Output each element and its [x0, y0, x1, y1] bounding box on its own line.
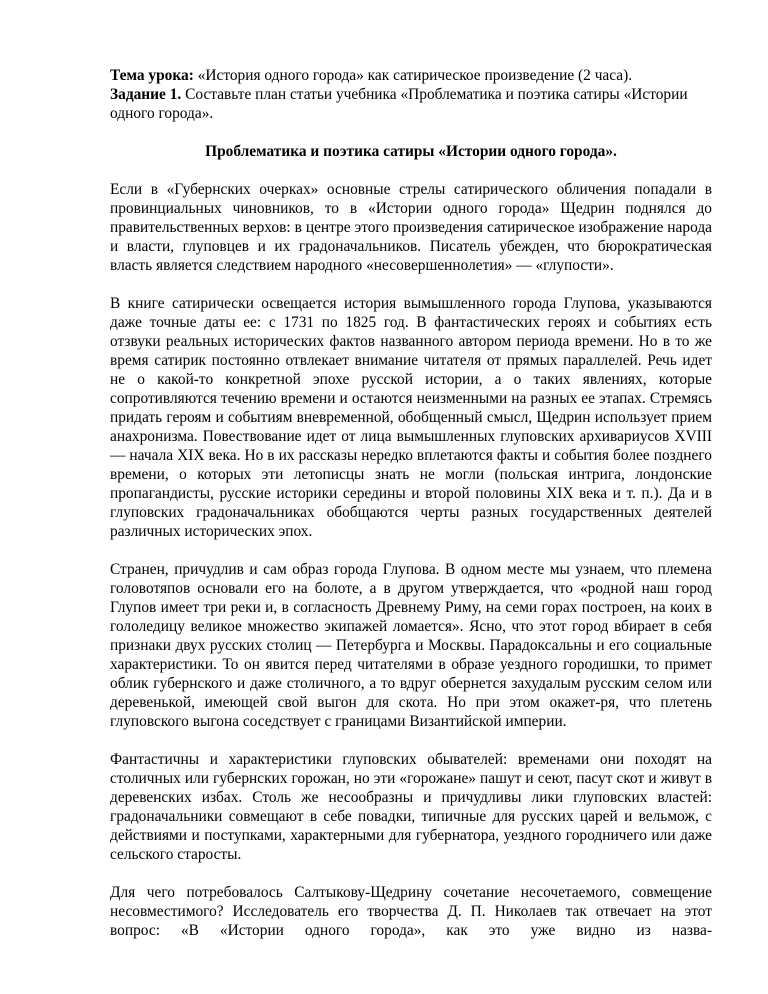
lesson-topic-text: «История одного города» как сатирическое произведение (2 часа). [193, 67, 633, 84]
task-label: Задание 1. [110, 86, 182, 103]
task-line [110, 85, 712, 123]
task-text: Составьте план статьи учебника «Проблематика и поэтика сатиры «Истории одного города». [110, 86, 688, 122]
paragraph-5: Для чего потребовалось Салтыкову-Щедрину сочетание несочетаемого, совмещение несовместимого? Исследователь его творчества Д. П. Николаев так отвечает на этот вопрос: «В «Истории одного города», как это уже видно из назва- [110, 884, 712, 939]
paragraph-1: Если в «Губернских очерках» основные стрелы сатирического обличения попадали в провинциальных чиновников, то в «Истории одного города» Щедрин поднялся до правительственных верхов: в центре этого произведения сатирическое изображение народа и власти, глуповцев и их градоначальников. Писатель убежден, что бюрократическая власть является следствием народного «несовершеннолетия» — «глупости». [110, 181, 712, 274]
paragraph-2: В книге сатирически освещается история вымышленного города Глупова, указываются даже точные даты ее: с 1731 по 1825 год. В фантастических героях и событиях есть отзвуки реальных исторических фактов названного автором периода времени. Но в то же время сатирик постоянно отвлекает внимание читателя от прямых параллелей. Речь идет не о какой-то конкретной эпохе русской истории, а о таких явлениях, которые сопротивляются течению времени и остаются неизменными на разных ее этапах. Стремясь придать героям и событиям вневременной, обобщенный смысл, Щедрин использует прием анахронизма. Повествование идет от лица вымышленных глуповских архивариусов XVIII — начала XIX века. Но в их рассказы нередко вплетаются факты и события более позднего времени, о которых эти летописцы знать не могли (польская интрига, лондонские пропагандисты, русские историки середины и второй половины XIX века и т. п.). Да и в глуповских градоначальниках обобщаются черты разных государственных деятелей различных исторических эпох. [110, 295, 712, 540]
paragraph-4: Фантастичны и характеристики глуповских обывателей: временами они походят на столичных или губернских горожан, но эти «горожане» пашут и сеют, пасут скот и живут в деревенских избах. Столь же несообразны и причудливы лики глуповских властей: градоначальники совмещают в себе повадки, типичные для русских царей и вельмож, с действиями и поступками, характерными для губернатора, уездного городничего или даже сельского старосты. [110, 751, 712, 863]
paragraph-3: Странен, причудлив и сам образ города Глупова. В одном месте мы узнаем, что племена головотяпов основали его на болоте, а в другом утверждается, что «родной наш город Глупов имеет три реки и, в согласность Древнему Риму, на семи горах построен, на коих в гололедицу великое множество экипажей ломается». Ясно, что этот город вбирает в себя признаки двух русских столиц — Петербурга и Москвы. Парадоксальны и его социальные характеристики. То он явится перед читателями в образе уездного городишки, то примет облик губернского и даже столичного, а то вдруг обернется захудалым русским селом или деревенькой, имеющей свой выгон для скота. Но при этом окажет-ря, что плетень глуповского выгона соседствует с границами Византийской империи. [110, 561, 712, 730]
article-title: Проблематика и поэтика сатиры «Истории одного города». [205, 143, 617, 160]
lesson-topic-label: Тема урока: [110, 67, 194, 84]
lesson-topic-line [110, 66, 712, 85]
